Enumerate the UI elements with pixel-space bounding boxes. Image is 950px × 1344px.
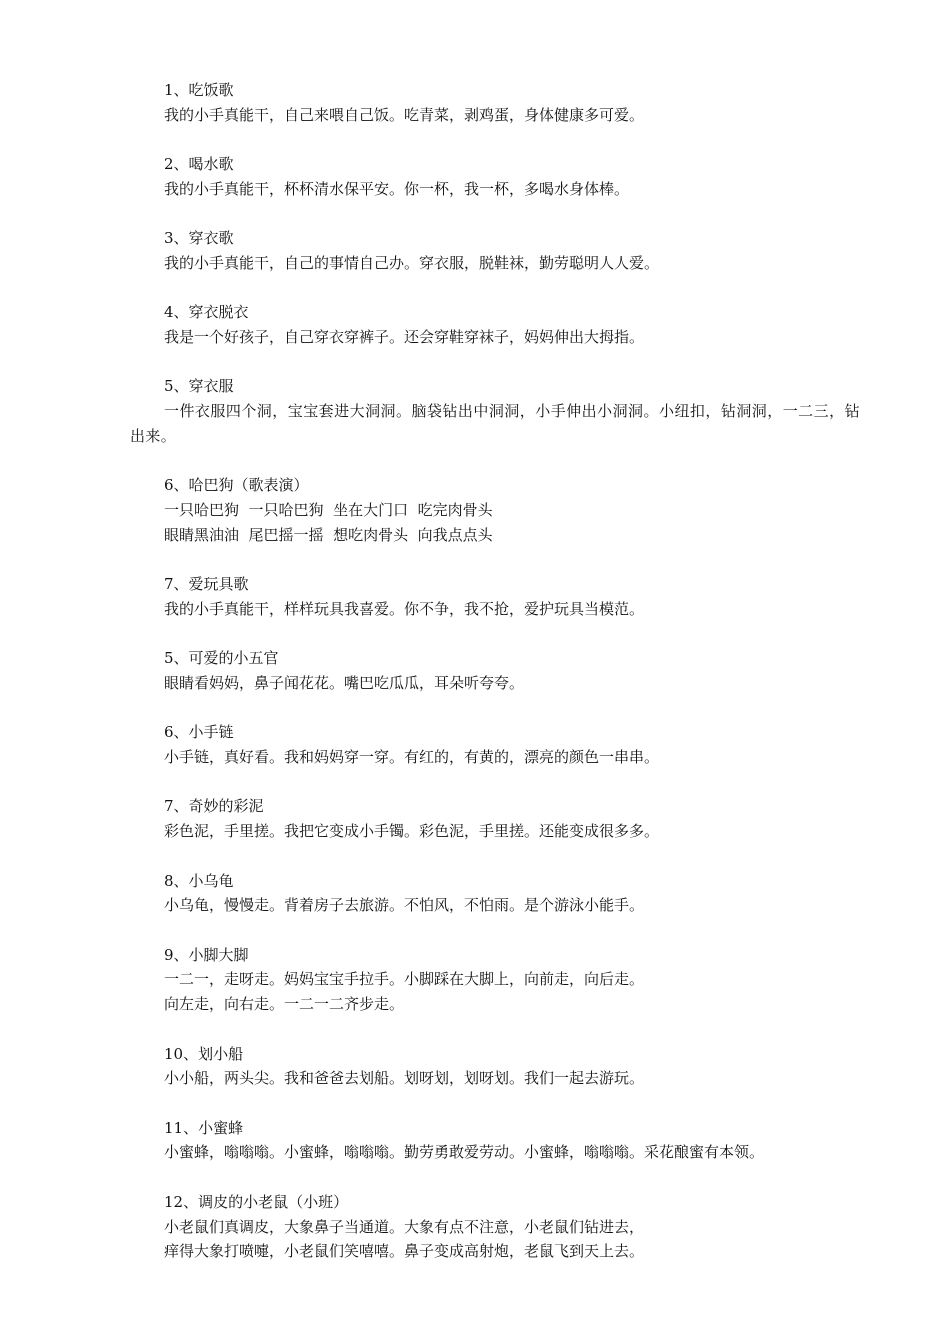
song-title: 4、穿衣脱衣 (164, 303, 249, 322)
song-line: 眼睛看妈妈，鼻子闻花花。嘴巴吃瓜瓜，耳朵听夸夸。 (164, 674, 525, 693)
song-title: 10、划小船 (164, 1044, 244, 1063)
song-title: 11、小蜜蜂 (164, 1118, 244, 1137)
song-line: 我的小手真能干，样样玩具我喜爱。你不争，我不抢，爱护玩具当模范。 (164, 599, 645, 618)
song-line: 一二一，走呀走。妈妈宝宝手拉手。小脚踩在大脚上，向前走，向后走。 (164, 970, 645, 989)
song-section (130, 720, 860, 770)
song-section (130, 473, 860, 547)
song-line: 我的小手真能干，杯杯清水保平安。你一杯，我一杯，多喝水身体棒。 (164, 179, 630, 198)
song-line: 小手链，真好看。我和妈妈穿一穿。有红的，有黄的，漂亮的颜色一串串。 (164, 748, 660, 767)
song-line: 我的小手真能干，自己的事情自己办。穿衣服，脱鞋袜，勤劳聪明人人爱。 (164, 253, 660, 272)
song-line: 一只哈巴狗 一只哈巴狗 坐在大门口 吃完肉骨头 (164, 501, 493, 520)
song-line: 向左走，向右走。一二一二齐步走。 (164, 995, 405, 1014)
song-title: 7、爱玩具歌 (164, 575, 249, 594)
song-line: 痒得大象打喷嚏，小老鼠们笑嘻嘻。鼻子变成高射炮，老鼠飞到天上去。 (164, 1242, 645, 1261)
song-title: 6、小手链 (164, 723, 234, 742)
song-section (130, 869, 860, 919)
song-title: 5、可爱的小五官 (164, 649, 279, 668)
song-section (130, 1116, 860, 1166)
song-section (130, 1042, 860, 1092)
song-title: 9、小脚大脚 (164, 945, 249, 964)
song-section (130, 794, 860, 844)
song-line: 小乌龟，慢慢走。背着房子去旅游。不怕风，不怕雨。是个游泳小能手。 (164, 896, 645, 915)
song-section (130, 943, 860, 1017)
song-line: 小老鼠们真调皮，大象鼻子当通道。大象有点不注意，小老鼠们钻进去， (164, 1217, 645, 1236)
song-section (130, 300, 860, 350)
song-section (130, 374, 860, 448)
song-title: 8、小乌龟 (164, 871, 234, 890)
song-paragraph: 一件衣服四个洞，宝宝套进大洞洞。脑袋钻出中洞洞，小手伸出小洞洞。小纽扣，钻洞洞，一二三，钻出来。 (130, 402, 860, 445)
song-title: 5、穿衣服 (164, 377, 234, 396)
song-title: 6、哈巴狗（歌表演） (164, 476, 309, 495)
song-title: 12、调皮的小老鼠（小班） (164, 1192, 349, 1211)
song-section (130, 1190, 860, 1264)
song-line: 小小船，两头尖。我和爸爸去划船。划呀划，划呀划。我们一起去游玩。 (164, 1069, 645, 1088)
song-line: 小蜜蜂，嗡嗡嗡。小蜜蜂，嗡嗡嗡。勤劳勇敢爱劳动。小蜜蜂，嗡嗡嗡。采花酿蜜有本领。 (164, 1143, 765, 1162)
song-title: 3、穿衣歌 (164, 229, 234, 248)
song-line: 彩色泥，手里搓。我把它变成小手镯。彩色泥，手里搓。还能变成很多多。 (164, 822, 660, 841)
song-title: 7、奇妙的彩泥 (164, 797, 264, 816)
song-section (130, 226, 860, 276)
song-section (130, 646, 860, 696)
song-title: 2、喝水歌 (164, 155, 234, 174)
song-title: 1、吃饭歌 (164, 81, 234, 99)
song-line: 我是一个好孩子，自己穿衣穿裤子。还会穿鞋穿袜子，妈妈伸出大拇指。 (164, 328, 645, 347)
song-section (130, 572, 860, 622)
song-section (130, 152, 860, 202)
song-line: 我的小手真能干，自己来喂自己饭。吃青菜，剥鸡蛋，身体健康多可爱。 (164, 105, 645, 124)
song-section (130, 78, 860, 128)
song-line: 眼睛黑油油 尾巴摇一摇 想吃肉骨头 向我点点头 (164, 525, 493, 544)
